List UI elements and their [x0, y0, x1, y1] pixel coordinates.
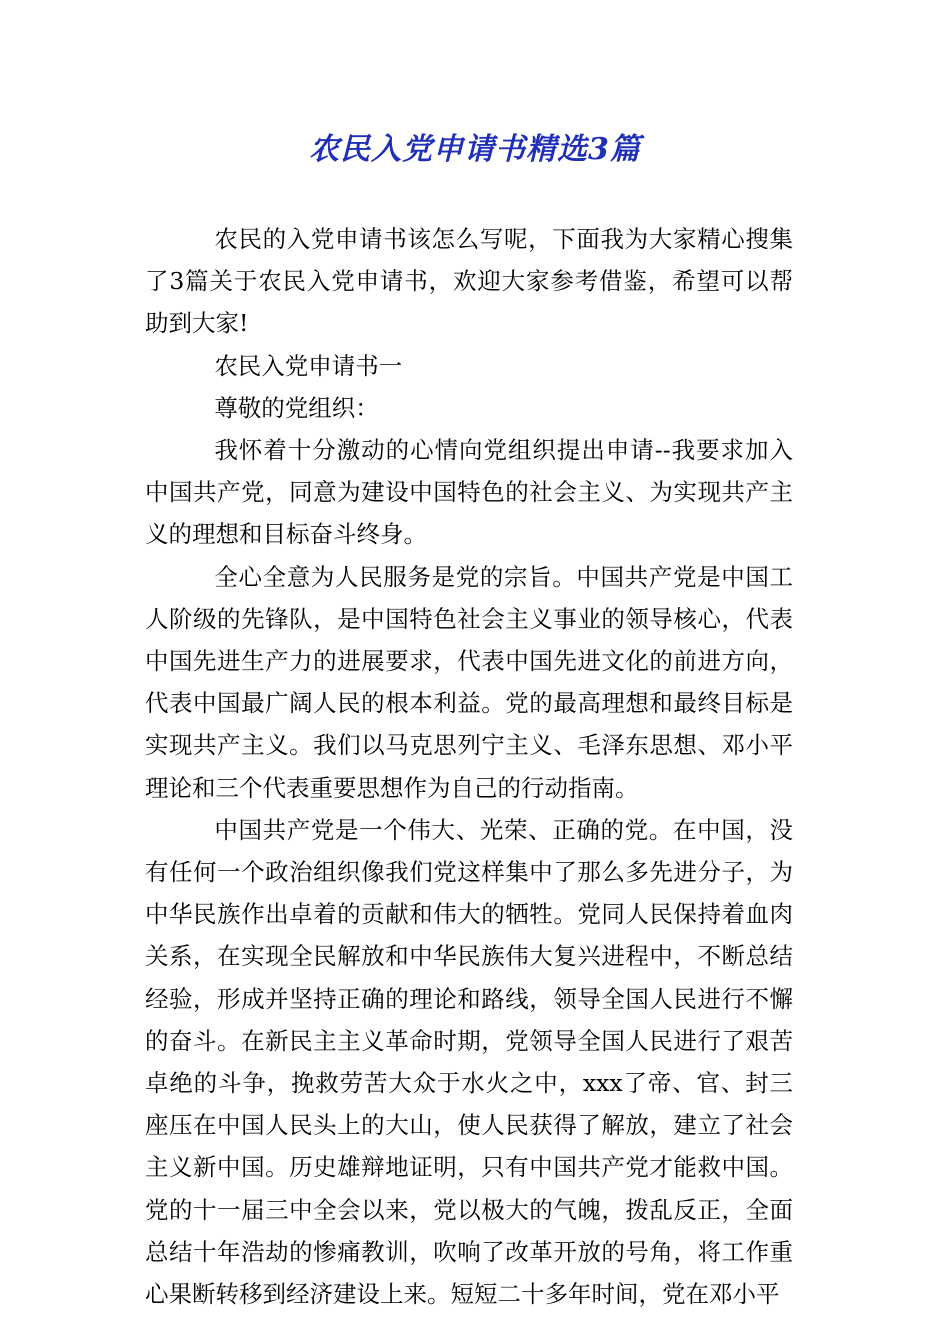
salutation: 尊敬的党组织： — [214, 393, 379, 422]
body-paragraph: 全心全意为人民服务是党的宗旨。中国共产党是中国工人阶级的先锋队，是中国特色社会主义事业的领导核心，代表中国先进生产力的进展要求，代表中国先进文化的前进方向，代表中国最广阔人民的根本利益。党的最高理想和最终目标是实现共产主义。我们以马克思列宁主义、毛泽东思想、邓小平理论和三个代表重要思想作为自己的行动指南。 — [145, 562, 793, 802]
document-body — [145, 218, 793, 1315]
body-paragraph: 我怀着十分激动的心情向党组织提出申请--我要求加入中国共产党，同意为建设中国特色的社会主义、为实现共产主义的理想和目标奋斗终身。 — [145, 436, 793, 549]
section-heading: 农民入党申请书一 — [214, 351, 403, 380]
document-title: 农民入党申请书精选3篇 — [309, 132, 641, 167]
intro-paragraph: 农民的入党申请书该怎么写呢，下面我为大家精心搜集了3篇关于农民入党申请书，欢迎大家参考借鉴，希望可以帮助到大家! — [145, 225, 793, 338]
body-paragraph: 中国共产党是一个伟大、光荣、正确的党。在中国，没有任何一个政治组织像我们党这样集中了那么多先进分子，为中华民族作出卓着的贡献和伟大的牺牲。党同人民保持着血肉关系，在实现全民解放和中华民族伟大复兴进程中，不断总结经验，形成并坚持正确的理论和路线，领导全国人民进行不懈的奋斗。在新民主主义革命时期，党领导全国人民进行了艰苦卓绝的斗争，挽救劳苦大众于水火之中，xxx了帝、官、封三座压在中国人民头上的大山，使人民获得了解放，建立了社会主义新中国。历史雄辩地证明，只有中国共产党才能救中国。党的十一届三中全会以来，党以极大的气魄，拨乱反正，全面总结十年浩劫的惨痛教训，吹响了改革开放的号角，将工作重心果断转移到经济建设上来。短短二十多年时间，党在邓小平 — [145, 815, 793, 1309]
